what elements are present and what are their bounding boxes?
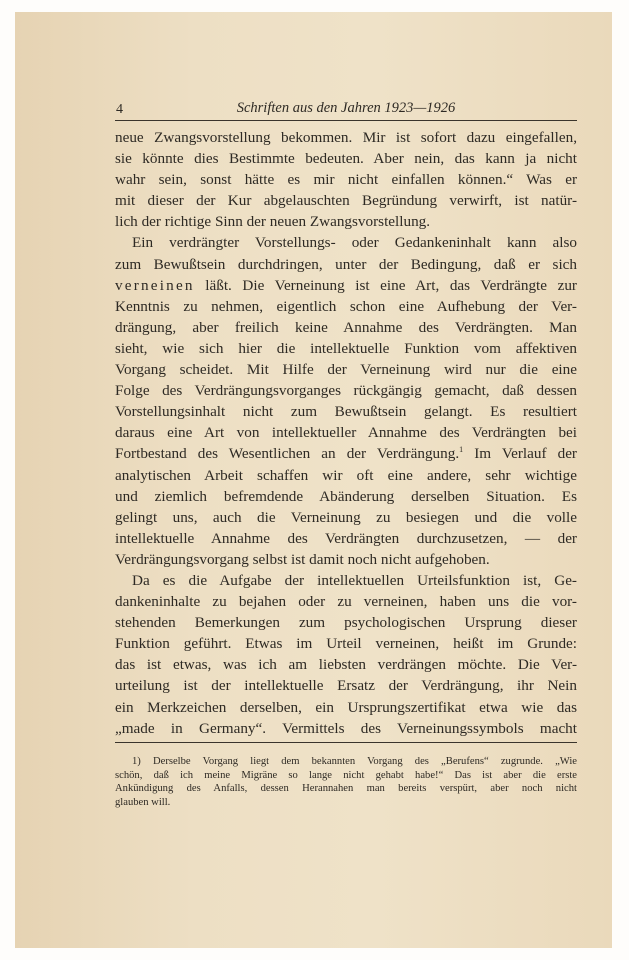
- footnote-marker: 1: [459, 445, 464, 455]
- text-line: Verdrängungsvorgang selbst ist damit noch nicht aufgehoben.: [115, 550, 490, 568]
- text-line: wahr sein, sonst hätte es mir nicht einfallen können.“ Was er: [115, 171, 577, 189]
- text-line: Ein verdrängter Vorstellungs- oder Gedankeninhalt kann also: [132, 234, 577, 252]
- text-line: Folge des Verdrängungsvorganges rückgängig gemacht, daß dessen: [115, 382, 577, 400]
- text-line: [115, 443, 577, 464]
- text-line: „made in Germany“. Vermittels des Verneinungssymbols macht: [115, 719, 577, 737]
- text-line: urteilung ist der intellektuelle Ersatz der Verdrängung, ihr Nein: [115, 677, 577, 695]
- text-line: gelingt uns, auch die Verneinung zu besiegen und die volle: [115, 508, 577, 526]
- text-line: Vorstellungsinhalt nicht zum Bewußtsein gelangt. Es resultiert: [115, 403, 577, 421]
- footnote-line: glauben will.: [115, 796, 171, 808]
- text-line: zum Bewußtsein durchdringen, unter der Bedingung, daß er sich: [115, 255, 577, 273]
- text-segment: Fortbestand des Wesentlichen an der Verdrängung.: [115, 445, 460, 463]
- text-line: intellektuelle Annahme des Verdrängten durchzusetzen, — der: [115, 529, 577, 547]
- text-line: mit dieser der Kur abgelauschten Begründung verwirft, ist natür-: [115, 192, 577, 210]
- text-segment: Im Verlauf der: [463, 445, 577, 463]
- text-line: analytischen Arbeit schaffen wir oft eine andere, sehr wichtige: [115, 466, 577, 484]
- text-line: Funktion geführt. Etwas im Urteil verneinen, heißt im Grunde:: [115, 635, 577, 653]
- footnote-divider: [115, 742, 577, 743]
- text-line: das ist etwas, was ich am liebsten verdrängen möchte. Die Ver-: [115, 656, 577, 674]
- text-line: [115, 275, 577, 296]
- page-header: [115, 100, 577, 121]
- footnote-line: 1) Derselbe Vorgang liegt dem bekannten Vorgang des „Berufens“ zugrunde. „Wie: [132, 756, 577, 767]
- text-line: ein Merkzeichen derselben, ein Ursprungszertifikat etwa wie das: [115, 698, 577, 716]
- footnote: [115, 755, 577, 809]
- page-number: 4: [116, 102, 123, 117]
- body-text: [115, 127, 577, 739]
- emphasized-word: verneinen: [115, 276, 195, 294]
- text-line: Da es die Aufgabe der intellektuellen Urteilsfunktion ist, Ge-: [132, 571, 577, 589]
- text-line: drängung, aber freilich keine Annahme des Verdrängten. Man: [115, 318, 577, 336]
- text-line: sie könnte dies Bestimmte bedeuten. Aber nein, das kann ja nicht: [115, 150, 577, 168]
- text-line: lich der richtige Sinn der neuen Zwangsvorstellung.: [115, 213, 431, 231]
- text-line: sieht, wie sich hier die intellektuelle Funktion vom affektiven: [115, 339, 577, 357]
- running-title: Schriften aus den Jahren 1923—1926: [236, 100, 456, 116]
- text-line: Vorgang scheidet. Mit Hilfe der Verneinung wird nur die eine: [115, 361, 577, 379]
- text-line: daraus eine Art von intellektueller Annahme des Verdrängten bei: [115, 424, 577, 442]
- text-line: und ziemlich befremdende Abänderung derselben Situation. Es: [115, 487, 577, 505]
- text-segment: läßt. Die Verneinung ist eine Art, das Verdrängte zur: [194, 276, 577, 294]
- text-line: stehenden Bemerkungen zum psychologischen Ursprung dieser: [115, 614, 577, 632]
- text-line: dankeninhalte zu bejahen oder zu verneinen, haben uns die vor-: [115, 593, 577, 611]
- footnote-line: Ankündigung des Anfalls, dessen Herannahen man bereits verspürt, aber noch nicht: [115, 783, 577, 794]
- footnote-line: schön, daß ich meine Migräne so lange nicht gehabt habe!“ Das ist aber die erste: [115, 769, 577, 781]
- text-line: neue Zwangsvorstellung bekommen. Mir ist sofort dazu eingefallen,: [115, 129, 577, 146]
- text-line: Kenntnis zu nehmen, eigentlich schon eine Aufhebung der Ver-: [115, 297, 577, 315]
